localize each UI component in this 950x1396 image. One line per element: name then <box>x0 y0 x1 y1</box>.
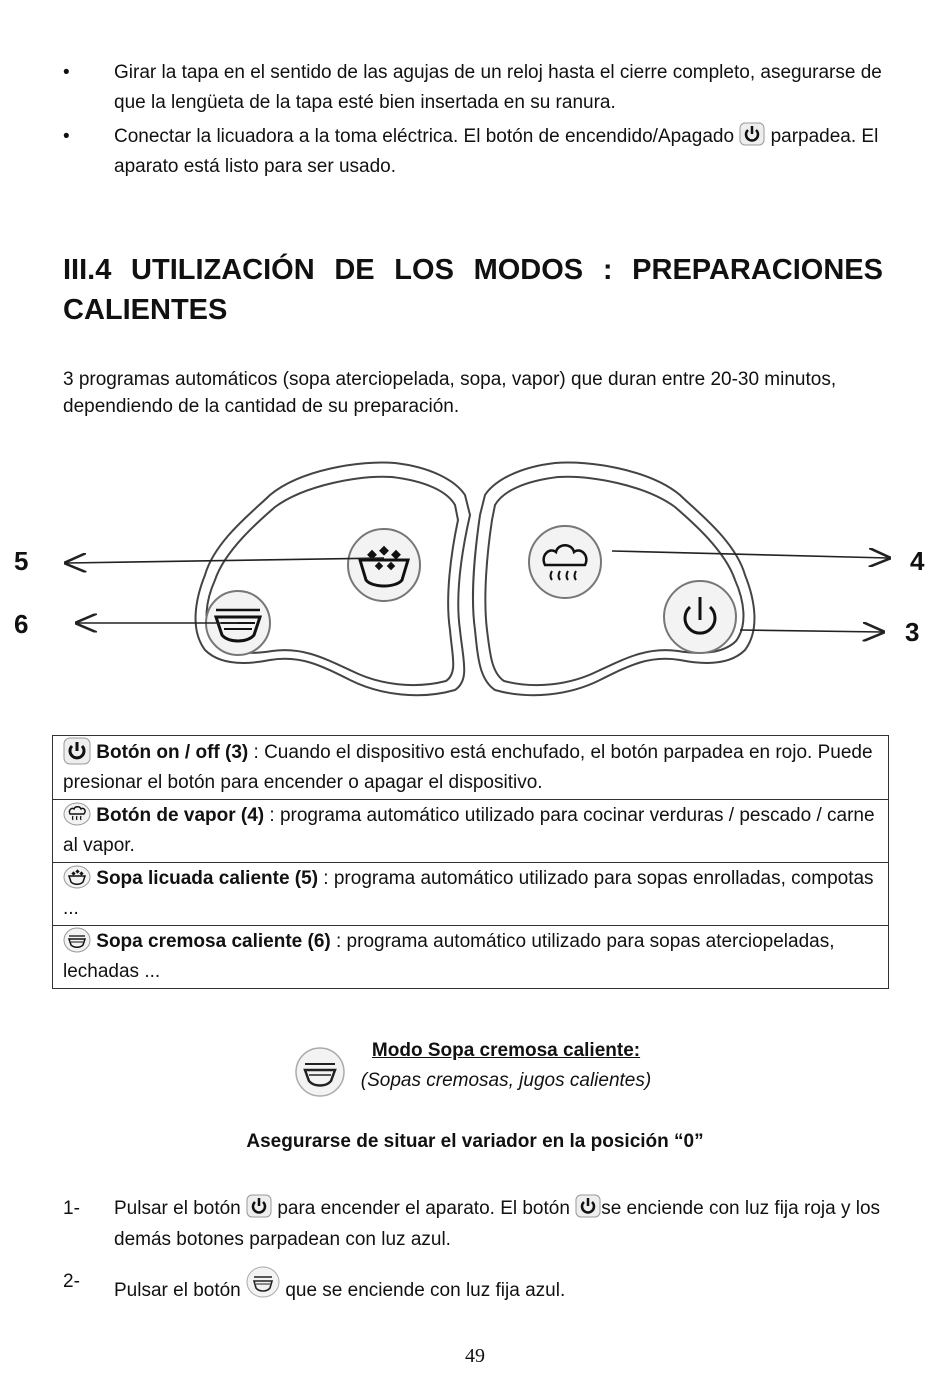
step-number: 1- <box>63 1198 80 1219</box>
step-text: que se enciende con luz fija azul. <box>285 1280 566 1301</box>
page-number: 49 <box>465 1345 485 1367</box>
blended-soup-icon <box>63 865 91 889</box>
step-text: se enciende con luz fija roja y los demás botones parpadean con luz azul. <box>114 1198 881 1250</box>
steam-icon <box>63 802 91 826</box>
table-row <box>53 736 889 800</box>
mode-notice: Asegurarse de situar el variador en la posición “0” <box>246 1131 704 1152</box>
section-title: III.4 UTILIZACIÓN DE LOS MODOS : PREPARACIONES CALIENTES <box>63 254 883 326</box>
step-item <box>63 1266 883 1306</box>
blended-soup-button <box>348 529 420 601</box>
row-text: : programa automático utilizado para sopas enrolladas, compotas ... <box>63 868 874 919</box>
step-text: Pulsar el botón <box>114 1280 241 1301</box>
mode-subtitle: (Sopas cremosas, jugos calientes) <box>360 1070 652 1091</box>
right-panel <box>473 462 755 695</box>
control-panel-diagram <box>0 455 950 710</box>
step-item <box>63 1193 883 1255</box>
button-description-table <box>52 735 889 989</box>
row-text: : programa automático utilizado para cocinar verduras / pescado / carne al vapor. <box>63 805 875 856</box>
row-title: Botón de vapor (4) <box>96 805 265 826</box>
section-intro: 3 programas automáticos (sopa aterciopelada, sopa, vapor) que duran entre 20-30 minutos, dependiendo de la cantidad de su preparación. <box>63 369 837 417</box>
creamy-soup-icon <box>246 1266 280 1298</box>
label-3: 3 <box>905 617 920 647</box>
creamy-soup-icon <box>63 927 91 953</box>
row-title: Sopa cremosa caliente (6) <box>96 931 331 952</box>
table-row <box>53 863 889 926</box>
power-icon <box>246 1194 272 1218</box>
row-text: : Cuando el dispositivo está enchufado, el botón parpadea en rojo. Puede presionar el botón para encender o apagar el dispositivo. <box>63 742 873 793</box>
label-6: 6 <box>14 609 29 639</box>
bullet-item <box>63 58 883 118</box>
power-button <box>664 581 736 653</box>
label-4: 4 <box>910 546 925 576</box>
row-title: Botón on / off (3) <box>96 742 249 763</box>
arrow-4 <box>612 551 888 558</box>
step-number: 2- <box>63 1271 80 1292</box>
power-icon <box>63 737 91 765</box>
row-title: Sopa licuada caliente (5) <box>96 868 319 889</box>
power-icon <box>739 122 765 146</box>
bullet-text: Girar la tapa en el sentido de las agujas de un reloj hasta el cierre completo, asegurarse de que la lengüeta de la tapa esté bien insertada en su ranura. <box>114 62 882 113</box>
bullet-text: parpadea. El aparato está listo para ser usado. <box>114 126 879 177</box>
step-text: para encender el aparato. El botón <box>277 1198 570 1219</box>
table-row <box>53 926 889 989</box>
arrow-3 <box>740 630 882 632</box>
mode-title: Modo Sopa cremosa caliente: <box>371 1040 641 1061</box>
bullet-text: Conectar la licuadora a la toma eléctrica. El botón de encendido/Apagado <box>114 126 735 147</box>
bullet-dot: • <box>63 126 70 147</box>
table-row <box>53 800 889 863</box>
label-5: 5 <box>14 546 29 576</box>
steam-button <box>529 526 601 598</box>
left-panel <box>196 462 470 695</box>
step-text: Pulsar el botón <box>114 1198 241 1219</box>
bullet-item <box>63 122 883 182</box>
row-text: : programa automático utilizado para sopas aterciopeladas, lechadas ... <box>63 931 835 982</box>
bullet-dot: • <box>63 62 70 83</box>
power-icon <box>575 1194 601 1218</box>
